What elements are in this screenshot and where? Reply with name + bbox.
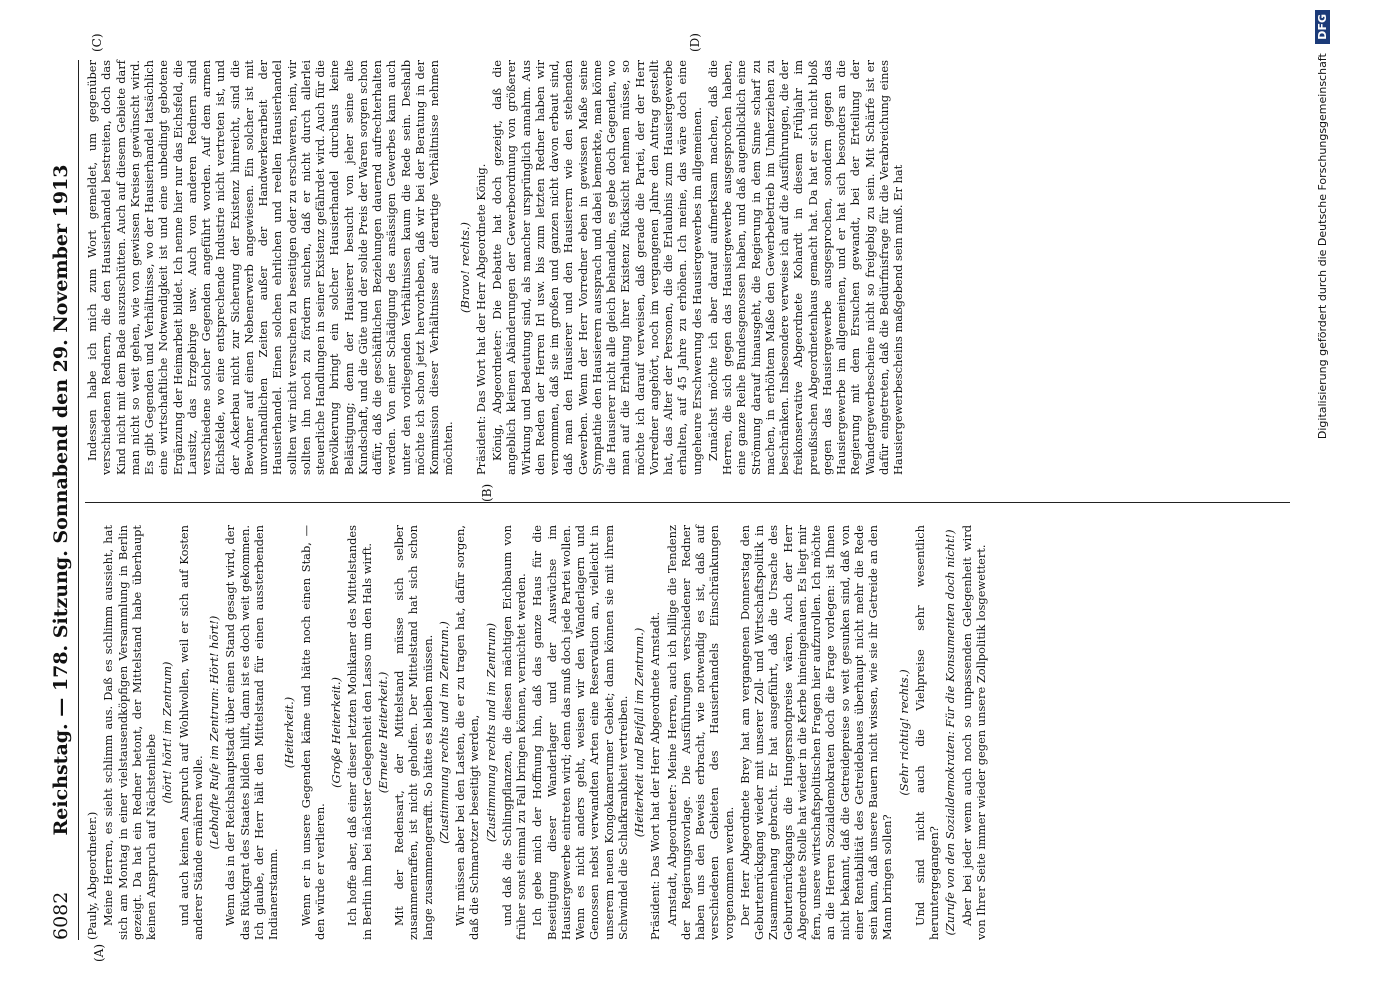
margin-marker-d: (D) bbox=[688, 33, 702, 52]
left-column bbox=[85, 525, 990, 940]
left-column-stage-paragraph: (Zurufe von den Sozialdemokraten: Für die Konsumenten doch nicht!) bbox=[943, 529, 958, 936]
margin-marker-c: (C) bbox=[90, 33, 104, 52]
left-column-stage-paragraph: (Erneute Heiterkeit.) bbox=[375, 671, 390, 794]
left-column-para-paragraph: Meine Herren, es sieht schlimm aus. Daß es schlimm aussieht, hat sich am Montag in einer vielstausendköpfigen Versammlung in Berlin gezeigt. Da hat ein Redner betont, der Mittelstand habe überhaupt keinen Anspruch auf Nächstenliebe bbox=[101, 525, 158, 940]
column-divider bbox=[85, 502, 1290, 503]
right-column-para-paragraph: König, Abgeordneter: Die Debatte hat doch gezeigt, daß die angeblich kleinen Abänderungen der Gewerbeordnung von größerer Wirkung und Bedeutung sind, als mancher ursprünglich annahm. Aus den Reden der Herren Irl usw. bis zum letzten Redner haben wir vernommen, daß sie im großen und ganzen nicht davon erbaut sind, daß man den Hausierer und den Hausierern wie den stehenden Gewerben. Wenn der Herr Vorredner eben in gewissen Maße seine Sympathie den Hausierern aussprach und dabei bemerkte, man könne die Hausierer nicht alle gleich behandeln, es gebe doch Gegenden, wo man auf die Erhaltung ihrer Existenz Rücksicht nehmen müsse, so möchte ich darauf verweisen, daß gerade die Partei, der der Herr Vorredner angehört, noch im vergangenen Jahre den Antrag gestellt hat, das Alter der Personen, die die Erlaubnis zum Hausiergewerbe erhalten, auf 45 Jahre zu erhöhen. Ich meine, das wäre doch eine ungeheure Erschwerung des Hausiergewerbes im allgemeinen. bbox=[490, 60, 704, 475]
left-column-para-paragraph: Und sind nicht auch die Viehpreise sehr wesentlich heruntergegangen? bbox=[912, 525, 941, 940]
left-column-para-paragraph: Wenn er in unsere Gegenden käme und hätte noch einen Stab, — den würde er verlieren. bbox=[298, 525, 327, 940]
right-column-para-paragraph: Zunächst möchte ich aber darauf aufmerksam machen, daß die Herren, die sich gegen das Hausiergewerbe ausgesprochen haben, eine ganze Reihe Bundesgenossen haben, und daß augenblicklich eine Strömung darauf hinausgeht, die Regierung in dem Sinne scharf zu machen, in erhöhtem Maße den Gewerbebetrieb im Umherziehen zu beschränken. Insbesondere verweise ich auf die Ausführungen, die der freikonservative Abgeordnete Kohardt in diesem Frühjahr im preußischen Abgeordnetenhaus gemacht hat. Da hat er sich nicht bloß gegen das Hausiergewerbe ausgesprochen, sondern gegen das Hausiergewerbe im allgemeinen, und er hat sich besonders an die Regierung mit dem Ersuchen gewandt, bei der Erteilung der Wandergewerbescheine nicht so freigebig zu sein. Mit Schärfe ist er dafür eingetreten, daß die Bedürfnisfrage für die Verabreichung eines Hausiergewerbescheins maßgebend sein muß. Er hat bbox=[705, 60, 905, 475]
left-column-para-paragraph: Arnstadt, Abgeordneter: Meine Herren, auch ich billige die Tendenz der Regierungsvorlage. Die Ausführungen verschiedener Redner haben uns den Beweis erbracht, wie notwendig es ist, daß auf verschiedenen Gebieten des Hausierhandels Einschränkungen vorgenommen werden. bbox=[664, 525, 736, 940]
left-column-stage-paragraph: (Zustimmung rechts und im Zentrum.) bbox=[436, 621, 451, 844]
left-column-stage-paragraph: (Lebhafte Rufe im Zentrum: Hört! hört!) bbox=[207, 615, 221, 850]
left-column-stage-paragraph: (Sehr richtig! rechts.) bbox=[896, 669, 911, 796]
left-column-para-paragraph: und auch keinen Anspruch auf Wohlwollen, weil er sich auf Kosten anderer Stände ernähren wolle. bbox=[176, 525, 205, 940]
left-column-para-paragraph: Wenn das in der Reichshauptstadt über einen Stand gesagt wird, der das Rückgrat des Staates bilden hilft, dann ist es doch weit gekommen. Ich glaube, der Herr hält den Mittelstand für einen aussterbenden Indianerstamm. bbox=[223, 525, 280, 940]
digitization-credit bbox=[1315, 10, 1355, 990]
left-column-stage-paragraph: (Zustimmung rechts und im Zentrum) bbox=[483, 622, 498, 843]
left-column-para-paragraph: Ich gebe mich der Hoffnung hin, daß das ganze Haus für die Beseitigung dieser Wanderlager und der Auswüchse im Hausiergewerbe eintreten wird; denn das muß doch jede Partei wollen. Wenn es nicht anders geht, weisen wir den Wanderlagern und Genossen nebst verwandten Arten eine Reservation an, vielleicht in unserem neuen Kongokamerumer Gebiet; dann können sie mit ihrem Schwindel die Schlafkrankheit vertreiben. bbox=[530, 525, 630, 940]
left-column-speaker-paragraph: Präsident: Das Wort hat der Herr Abgeordnete Arnstadt. bbox=[648, 611, 663, 940]
left-column-stage-paragraph: (Heiterkeit.) bbox=[282, 696, 297, 769]
left-column-para-paragraph: Aber bei jeder wenn auch noch so unpassenden Gelegenheit wird von Ihrer Seite immer wieder gegen unsere Zollpolitik losgewettert. bbox=[959, 525, 988, 940]
credit-text: Digitalisierung gefördert durch die Deutsche Forschungsgemeinschaft bbox=[1316, 53, 1329, 440]
margin-marker-a: (A) bbox=[92, 943, 106, 962]
left-column-para-paragraph: und daß die Schlingpflanzen, die diesen mächtigen Eichbaum von früher sonst einmal zu Fall bringen können, vernichtet werden. bbox=[499, 525, 528, 940]
left-column-stage-paragraph: (hört! hört! im Zentrum) bbox=[160, 661, 175, 804]
page-title: Reichstag. — 178. Sitzung. Sonnabend den 29. November 1913 bbox=[50, 164, 72, 836]
left-column-stage-paragraph: (Heiterkeit und Beifall im Zentrum.) bbox=[632, 627, 646, 838]
right-column bbox=[85, 60, 907, 475]
left-column-speaker-paragraph: (Pauly, Abgeordneter.) bbox=[85, 811, 99, 940]
right-column-para-paragraph: Indessen habe ich mich zum Wort gemeldet, um gegenüber verschiedenen Rednern, die den Hausierhandel bestreiten, doch das Kind nicht mit dem Bade auszuschütten. Auch auf diesem Gebiete darf man nicht so weit gehen, wie von gewissen Kreisen gewünscht wird. Es gibt Gegenden und Verhältnisse, wo der Hausierhandel tatsächlich eine wirtschaftliche Notwendigkeit ist und eine unbedingt gebotene Ergänzung der Heimarbeit bildet. Ich nenne hier nur das Eichsfeld, die Lausitz, das Erzgebirge usw. Auch von anderen Rednern sind verschiedene solcher Gegenden angeführt worden. Auf dem armen Eichsfelde, wo eine entsprechende Industrie nicht vertreten ist, und der Ackerbau nicht zur Sicherung der Existenz hinreicht, sind die Bewohner auf einen Nebenerwerb angewiesen. Ein solcher ist mit unvorhandlichen Zeiten außer der Handwerkerarbeit der Hausierhandel. Einen solchen ehrlichen und reellen Hausierhandel sollten wir nicht versuchen zu beseitigen oder zu erschweren, nein, wir sollten ihn noch zu fördern suchen, daß er nicht durch allerlei steuerliche Handlungen in seiner Existenz gefährdet wird. Auch für die Bevölkerung bringt ein solcher Hausierhandel durchaus keine Belästigung; denn der Hausierer besucht von jeher seine alte Kundschaft, und die Güte und der solide Preis der Waren sorgen schon dafür, daß die geschäftlichen Beziehungen dauernd aufrechterhalten werden. Von einer Schädigung des ansässigen Gewerbes kann auch unter den vorliegenden Verhältnissen kaum die Rede sein. Deshalb möchte ich schon jetzt hervorheben, daß wir bei der Beratung in der Kommission dieser Verhältnisse auf derartige Verhältnisse nehmen möchten. bbox=[85, 60, 456, 475]
right-column-speaker-paragraph: Präsident: Das Wort hat der Herr Abgeordnete König. bbox=[473, 163, 488, 475]
left-column-para-paragraph: Mit der Redensart, der Mittelstand müsse sich selber zusammenraffen, ist nicht geholfen. Der Mittelstand hat sich schon lange zusammengerafft. So hätte es bleiben müssen. bbox=[392, 525, 435, 940]
left-column-stage-paragraph: (Große Heiterkeit.) bbox=[329, 677, 343, 788]
left-column-para-paragraph: Ich hoffe aber, daß einer dieser letzten Mohikaner des Mittelstandes in Berlin ihm bei nächster Gelegenheit den Lasso um den Hals wirft. bbox=[345, 525, 374, 940]
dfg-logo: DFG bbox=[1315, 10, 1330, 44]
margin-marker-b: (B) bbox=[480, 483, 494, 502]
right-column-stage-paragraph: (Bravo! rechts.) bbox=[457, 222, 472, 313]
left-column-para-paragraph: Wir müssen aber bei den Lasten, die er zu tragen hat, dafür sorgen, daß die Schmarotzer beseitigt werden, bbox=[453, 525, 482, 940]
left-column-para-paragraph: Der Herr Abgeordnete Brey hat am vergangenen Donnerstag den Geburtenrückgang wieder mit unserer Zoll- und Wirtschaftspolitik in Zusammenhang gebracht. Er hat ausgeführt, daß die Ursache des Geburtenrückgangs die Hungersnotpreise wären. Auch der Herr Abgeordnete Stolle hat wieder in die Kerbe hineingehauen. Es liegt mir fern, unsere wirtschaftspolitischen Fragen hier aufzurollen. Ich möchte an die Herren Sozialdemokraten doch die Frage vorlegen: ist Ihnen nicht bekannt, daß die Getreidepreise so weit gesunken sind, daß von einer Rentabilität des Getreidebaues überhaupt nicht mehr die Rede sein kann, daß unsere Bauern nicht wissen, wie sie ihr Getreide an den Mann bringen sollen? bbox=[737, 525, 895, 940]
page-number: 6082 bbox=[50, 891, 72, 940]
page-header bbox=[42, 60, 79, 940]
